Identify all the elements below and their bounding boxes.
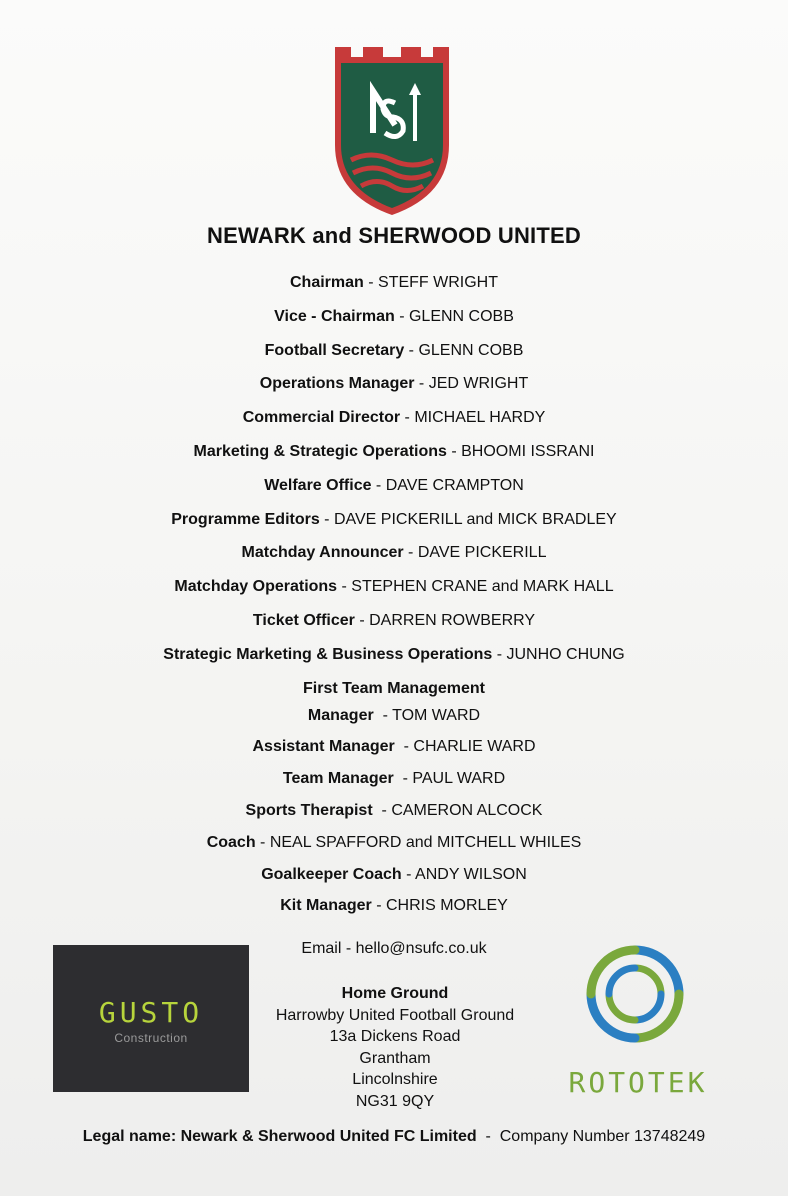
club-title: NEWARK and SHERWOOD UNITED: [207, 223, 581, 248]
rototek-swirl-icon: [585, 944, 685, 1044]
official-separator: -: [371, 897, 386, 915]
official-separator: -: [400, 409, 415, 427]
official-row: [0, 338, 788, 372]
official-separator: -: [372, 801, 392, 819]
official-name: PAUL WARD: [412, 770, 506, 788]
official-name: DAVE PICKERILL and MICK BRADLEY: [333, 510, 617, 528]
official-separator: -: [255, 833, 270, 851]
official-role: Kit Manager: [280, 897, 372, 915]
first-team-heading: [0, 676, 788, 703]
official-name: BHOOMI ISSRANI: [461, 442, 595, 460]
company-number: Company Number 13748249: [499, 1128, 706, 1145]
address-line: 13a Dickens Road: [329, 1028, 461, 1046]
official-separator: -: [394, 738, 414, 756]
official-row: [0, 270, 788, 304]
address-line: Lincolnshire: [352, 1071, 438, 1089]
official-name: DAVE CRAMPTON: [385, 476, 524, 494]
official-row: [0, 439, 788, 473]
official-separator: -: [446, 442, 462, 460]
legal-separator: -: [476, 1128, 500, 1145]
official-role: Marketing & Strategic Operations: [193, 442, 447, 460]
home-ground-heading: Home Ground: [341, 985, 449, 1002]
official-separator: -: [404, 341, 419, 359]
official-row: [0, 574, 788, 608]
official-role: Ticket Officer: [252, 611, 355, 629]
official-row: [0, 473, 788, 507]
official-name: JUNHO CHUNG: [506, 645, 625, 663]
official-row: [0, 608, 788, 642]
official-name: DARREN ROWBERRY: [369, 611, 536, 629]
address-line: Harrowby United Football Ground: [275, 1006, 515, 1024]
official-name: CAMERON ALCOCK: [391, 801, 543, 819]
official-role: Matchday Announcer: [241, 544, 404, 562]
gusto-logo-name: GUSTO: [98, 996, 204, 1029]
official-separator: -: [373, 706, 393, 724]
official-role: Welfare Office: [264, 476, 372, 494]
official-row: [0, 862, 788, 894]
official-name: CHRIS MORLEY: [386, 897, 508, 915]
official-separator: -: [363, 274, 379, 291]
official-role: Football Secretary: [264, 341, 405, 359]
official-row: [0, 766, 788, 798]
official-role: Team Manager: [282, 770, 394, 788]
official-name: JED WRIGHT: [428, 375, 529, 393]
official-separator: -: [354, 611, 370, 629]
official-name: STEFF WRIGHT: [378, 274, 498, 291]
official-separator: -: [319, 510, 334, 528]
official-row: [0, 734, 788, 766]
official-separator: -: [393, 770, 413, 788]
official-name: TOM WARD: [392, 706, 481, 724]
home-ground-address: [250, 983, 540, 1113]
official-name: CHARLIE WARD: [413, 738, 536, 756]
official-row: [0, 507, 788, 541]
official-role: Chairman: [290, 274, 364, 291]
official-role: Matchday Operations: [174, 578, 338, 596]
official-separator: -: [403, 544, 418, 562]
gusto-logo-subtitle: Construction: [114, 1031, 188, 1045]
officials-list: [0, 270, 788, 925]
official-row: [0, 893, 788, 925]
official-row: [0, 830, 788, 862]
official-role: Assistant Manager: [252, 738, 395, 756]
official-role: Commercial Director: [242, 409, 401, 427]
official-row: [0, 405, 788, 439]
official-row: [0, 540, 788, 574]
official-name: ANDY WILSON: [415, 865, 527, 883]
legal-name: Legal name: Newark & Sherwood United FC Limited: [82, 1128, 477, 1145]
official-role: Sports Therapist: [245, 801, 373, 819]
official-separator: -: [414, 375, 429, 393]
official-name: STEPHEN CRANE and MARK HALL: [351, 578, 614, 596]
official-name: NEAL SPAFFORD and MITCHELL WHILES: [269, 833, 582, 851]
official-row: [0, 703, 788, 735]
rototek-logo-name: ROTOTEK: [568, 1066, 708, 1099]
official-separator: -: [492, 645, 507, 663]
official-role: Coach: [206, 833, 256, 851]
official-separator: -: [337, 578, 352, 596]
official-role: Programme Editors: [171, 510, 320, 528]
gusto-sponsor-logo: [53, 945, 249, 1092]
official-role: Manager: [307, 706, 374, 724]
official-separator: -: [394, 307, 409, 325]
official-row: [0, 304, 788, 338]
official-role: Vice - Chairman: [274, 307, 395, 325]
official-row: [0, 371, 788, 405]
legal-footer: [0, 1128, 788, 1146]
first-team-heading-text: First Team Management: [303, 679, 485, 697]
official-name: GLENN COBB: [408, 307, 514, 325]
official-row: [0, 642, 788, 676]
official-name: MICHAEL HARDY: [414, 409, 546, 427]
club-crest-icon: [333, 45, 451, 217]
official-role: Strategic Marketing & Business Operations: [163, 645, 493, 663]
official-separator: -: [401, 865, 416, 883]
official-role: Goalkeeper Coach: [261, 865, 402, 883]
official-name: GLENN COBB: [418, 341, 524, 359]
official-row: [0, 798, 788, 830]
official-role: Operations Manager: [259, 375, 415, 393]
address-line: Grantham: [359, 1049, 431, 1067]
official-separator: -: [371, 476, 386, 494]
address-line: NG31 9QY: [355, 1092, 435, 1110]
contact-email: Email - hello@nsufc.co.uk: [301, 940, 487, 957]
official-name: DAVE PICKERILL: [417, 544, 547, 562]
